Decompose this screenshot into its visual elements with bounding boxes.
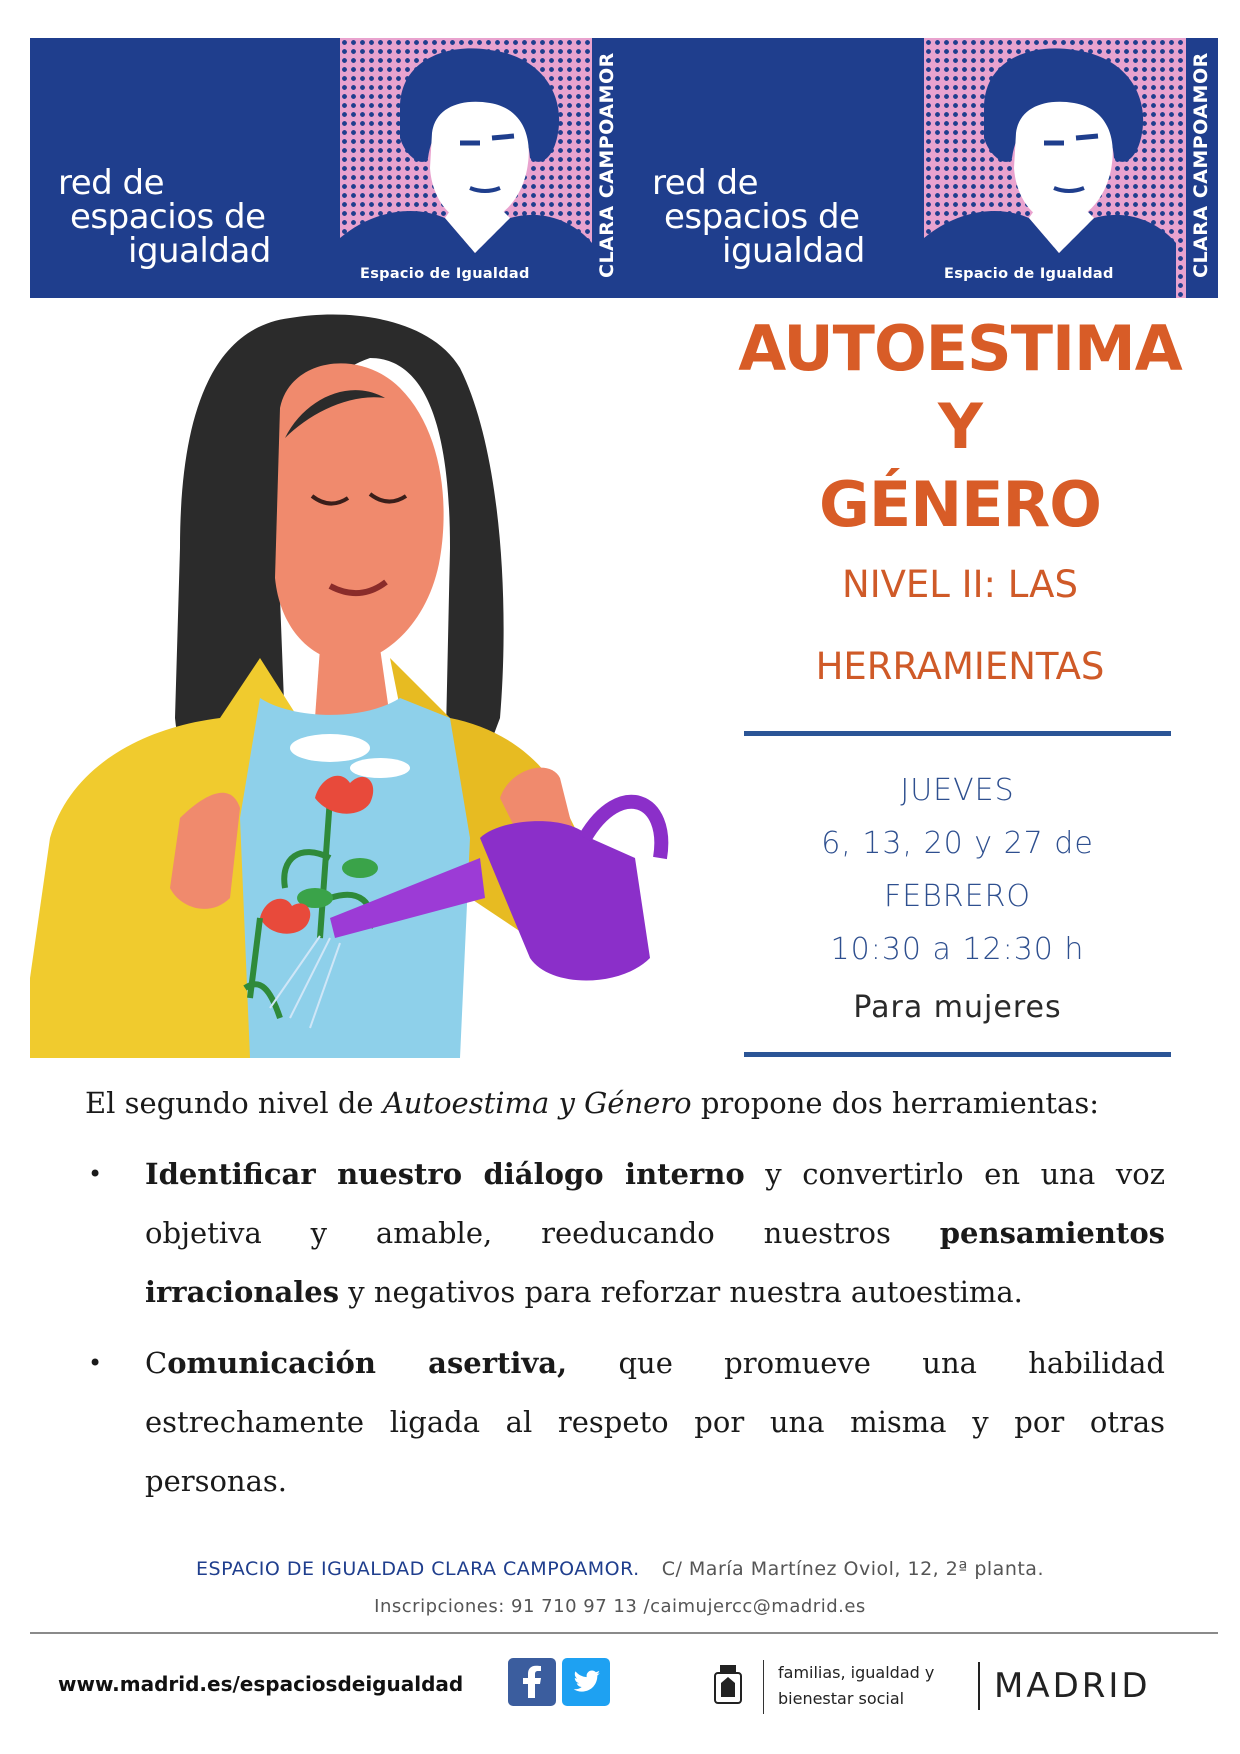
network-logo-line: red de [652,163,759,203]
list-item [85,1334,1165,1511]
organization-name: ESPACIO DE IGUALDAD CLARA CAMPOAMOR. [196,1558,640,1580]
clara-campoamor-portrait [924,38,1186,298]
network-logo-line: espacios de [70,197,266,237]
bullet-text: y negativos para reforzar nuestra autoestima. [339,1275,1023,1309]
footer-divider [30,1632,1218,1634]
header-banner [30,38,1218,298]
intro-paragraph [85,1086,1099,1120]
bullet-text: C [145,1346,168,1380]
schedule-month: FEBRERO [883,879,1032,914]
network-logo-line: red de [58,163,165,203]
bullet-text: y convertirlo en una voz objetiva y amable, reeducando nuestros [145,1157,1165,1250]
network-logo-line: espacios de [664,197,860,237]
subtitle-line: NIVEL II: LAS [842,563,1078,606]
intro-text: propone dos herramientas: [691,1086,1099,1120]
audience-label: Para mujeres [853,990,1062,1025]
subtitle-line: HERRAMIENTAS [815,645,1105,688]
network-logo [58,163,271,271]
clara-campoamor-portrait [340,38,592,298]
title-block [730,310,1190,702]
divider-bottom [744,1052,1171,1057]
bullet-list [85,1145,1165,1523]
street-address: C/ María Martínez Oviol, 12, 2ª planta. [661,1558,1044,1580]
bullet-bold: Identificar nuestro diálogo interno [145,1157,745,1191]
bullet-bold: omunicación asertiva, [167,1346,568,1380]
bullet-dot: • [88,1160,103,1188]
department-line: familias, igualdad y [778,1663,935,1682]
title-line: AUTOESTIMA [738,312,1182,385]
madrid-logo: MADRID [978,1662,1151,1710]
bullet-dot: • [88,1349,103,1377]
bullet-bold: pensamientos irracionales [145,1216,1165,1309]
schedule-day: JUEVES [900,773,1015,808]
portrait-caption: Espacio de Igualdad [360,266,530,282]
department-label [763,1660,978,1714]
bullet-text: que promueve una habilidad estrechamente ligada al respeto por una misma y por otras personas. [145,1346,1165,1498]
network-logo-line: igualdad [722,231,865,271]
list-item [85,1145,1165,1322]
title-line: Y [938,390,982,463]
woman-watering-plants-illustration [30,298,712,1058]
title-line: GÉNERO [819,468,1101,541]
social-links [508,1658,610,1706]
intro-italic-title: Autoestima y Género [382,1086,692,1120]
department-line: bienestar social [778,1689,905,1708]
website-link[interactable]: www.madrid.es/espaciosdeigualdad [58,1672,464,1696]
banner-left: red de espacios de igualdad Espacio de Igualdad CLARA CAMPOAMOR [30,38,624,298]
schedule-block [744,764,1171,976]
facebook-icon[interactable] [508,1658,556,1706]
schedule-time: 10:30 a 12:30 h [830,932,1085,967]
madrid-crest-icon [712,1663,744,1707]
network-logo [652,163,865,271]
banner-right: red de espacios de igualdad Espacio de Igualdad CLARA CAMPOAMOR [624,38,1218,298]
portrait-caption: Espacio de Igualdad [944,266,1114,282]
footer-address [0,1558,1240,1580]
twitter-icon[interactable] [562,1658,610,1706]
network-logo-line: igualdad [128,231,271,271]
divider-top [744,731,1171,736]
schedule-dates: 6, 13, 20 y 27 de [821,826,1094,861]
registration-info: Inscripciones: 91 710 97 13 /caimujercc@madrid.es [374,1596,866,1617]
intro-text: El segundo nivel de [85,1086,383,1120]
